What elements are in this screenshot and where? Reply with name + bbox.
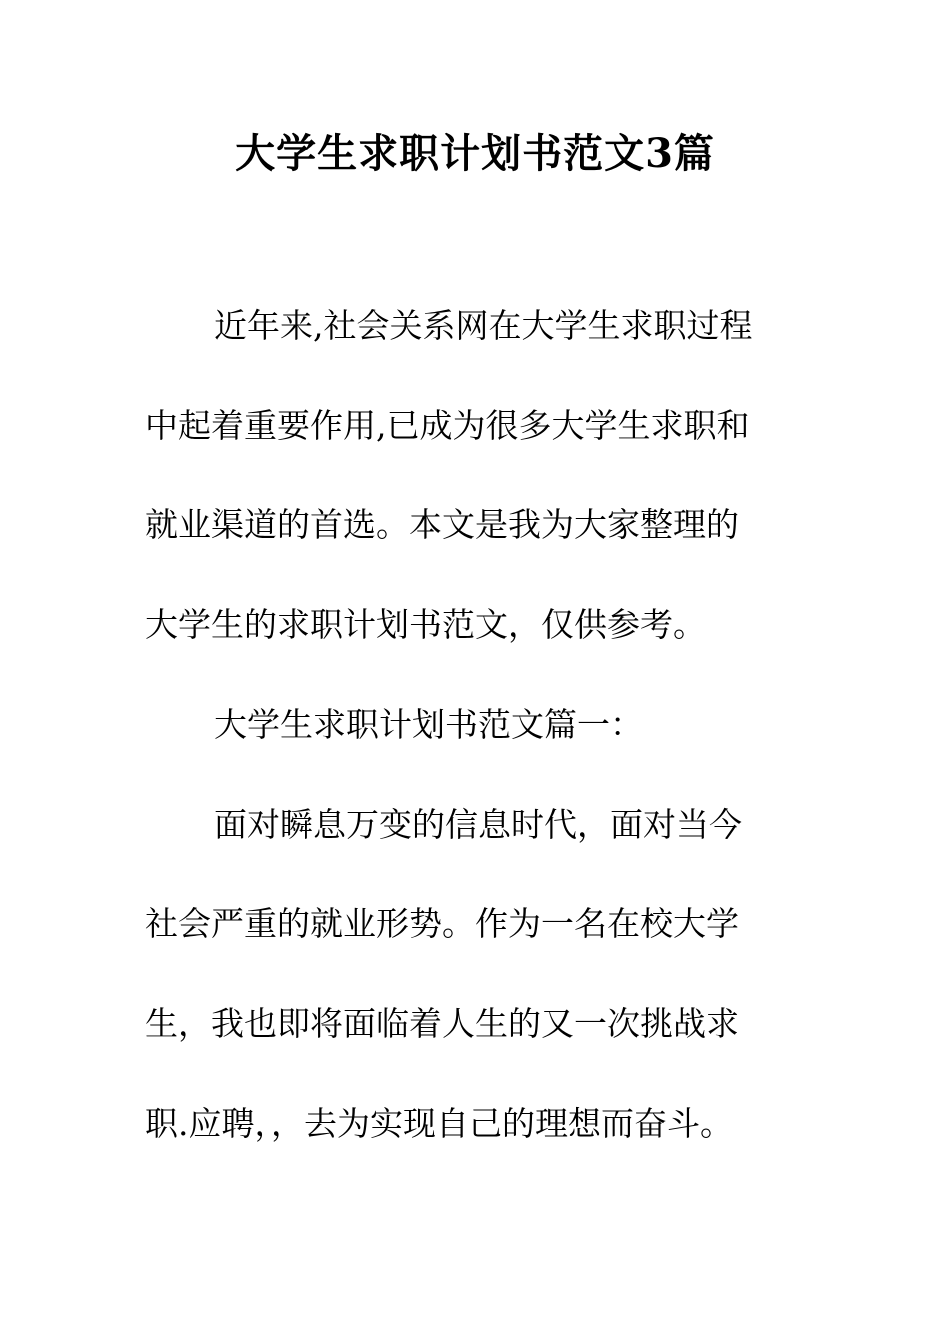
paragraph-line: 大学生的求职计划书范文，仅供参考。: [145, 605, 706, 644]
paragraph-line: 生，我也即将面临着人生的又一次挑战求: [145, 1004, 739, 1043]
section-heading: 大学生求职计划书范文篇一：: [214, 705, 643, 744]
paragraph-line: 中起着重要作用,已成为很多大学生求职和: [145, 406, 750, 445]
document-title: 大学生求职计划书范文3篇: [235, 130, 715, 177]
paragraph-line: 近年来,社会关系网在大学生求职过程: [214, 306, 753, 345]
paragraph-line: 社会严重的就业形势。作为一名在校大学: [145, 904, 739, 943]
paragraph-line: 面对瞬息万变的信息时代，面对当今: [214, 805, 742, 844]
paragraph-line: 职.应聘，，去为实现自己的理想而奋斗。: [145, 1104, 733, 1143]
paragraph-line: 就业渠道的首选。本文是我为大家整理的: [145, 505, 739, 544]
